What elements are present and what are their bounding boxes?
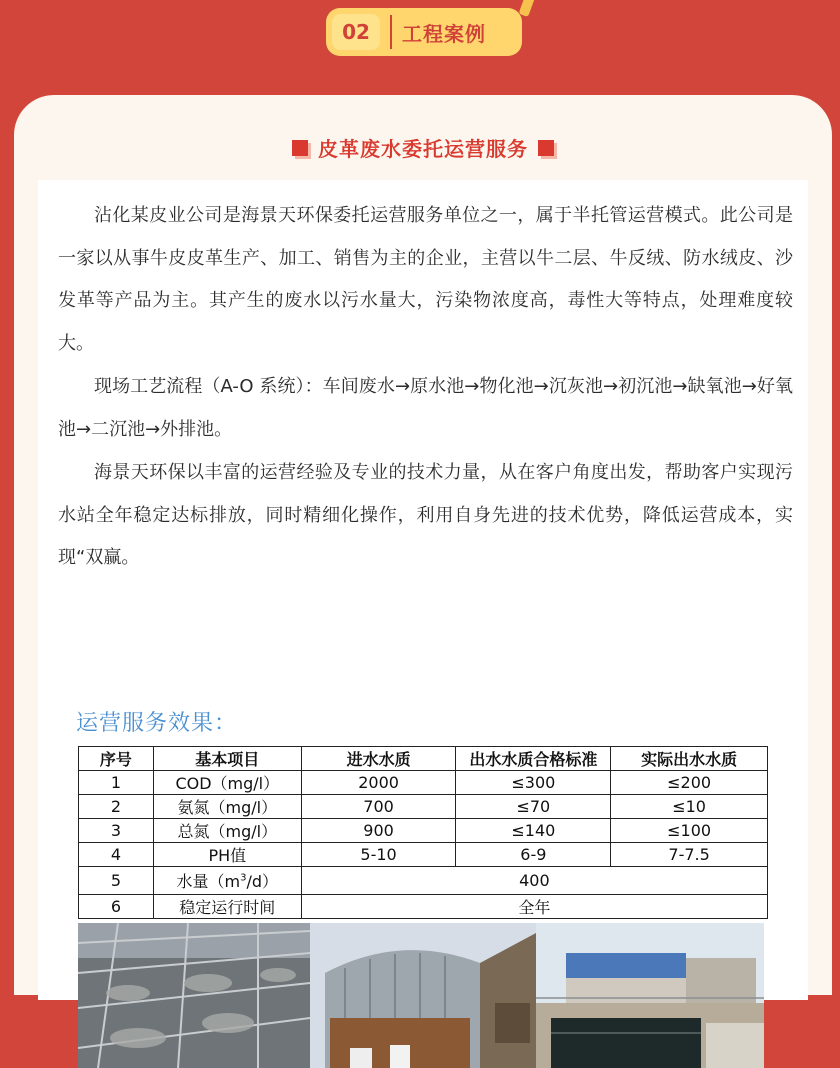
table-cell: PH值	[153, 843, 301, 867]
table-cell: 700	[301, 795, 456, 819]
effect-heading: 运营服务效果：	[76, 711, 238, 736]
table-cell: ≤70	[456, 795, 611, 819]
photo-aeration-tank	[78, 923, 310, 1068]
article-body	[38, 180, 808, 1000]
photo-settling-pond	[536, 923, 764, 1068]
table-cell-merged: 全年	[301, 895, 767, 919]
square-bullet-icon	[538, 140, 554, 156]
content-card	[14, 95, 832, 995]
site-photos	[78, 923, 764, 1068]
table-cell: ≤200	[611, 771, 768, 795]
case-title: 皮革废水委托运营服务	[318, 137, 528, 161]
table-cell: 5	[79, 867, 154, 895]
case-title-row	[14, 133, 832, 162]
table-header: 序号	[79, 747, 154, 771]
photo-shed	[310, 923, 536, 1068]
section-tab-body	[326, 8, 522, 56]
table-cell-merged: 400	[301, 867, 767, 895]
tab-divider	[390, 15, 392, 49]
table-cell: 6	[79, 895, 154, 919]
table-header-row	[79, 747, 768, 771]
table-header: 实际出水水质	[611, 747, 768, 771]
table-cell: ≤140	[456, 819, 611, 843]
table-cell: 5-10	[301, 843, 456, 867]
cell-text: 水量（m	[176, 872, 241, 891]
table-cell: 2	[79, 795, 154, 819]
table-cell: 稳定运行时间	[153, 895, 301, 919]
table-cell: 2000	[301, 771, 456, 795]
table-header: 基本项目	[153, 747, 301, 771]
table-cell: 氨氮（mg/l）	[153, 795, 301, 819]
table-row	[79, 895, 768, 919]
table-cell: ≤100	[611, 819, 768, 843]
table-cell: ≤10	[611, 795, 768, 819]
table-cell: 6-9	[456, 843, 611, 867]
table-cell: 900	[301, 819, 456, 843]
table-cell: 1	[79, 771, 154, 795]
superscript: 3	[240, 872, 247, 884]
square-bullet-icon	[292, 140, 308, 156]
section-label: 工程案例	[402, 21, 486, 46]
table-cell: 4	[79, 843, 154, 867]
table-cell: 总氮（mg/l）	[153, 819, 301, 843]
table-cell-water-volume	[153, 867, 301, 895]
paragraph-process: 现场工艺流程（A-O 系统）：车间废水→原水池→物化池→沉灰池→初沉池→缺氧池→好氧池→二沉池→外排池。	[58, 376, 793, 440]
table-row	[79, 867, 768, 895]
section-number: 02	[332, 14, 380, 50]
paragraph-advantage: 海景天环保以丰富的运营经验及专业的技术力量，从在客户角度出发，帮助客户实现污水站全年稳定达标排放，同时精细化操作，利用自身先进的技术优势，降低运营成本，实现“双赢。	[58, 462, 793, 568]
table-row	[79, 795, 768, 819]
section-tab	[318, 0, 532, 60]
table-cell: 3	[79, 819, 154, 843]
table-header: 出水水质合格标准	[456, 747, 611, 771]
tab-pin-decoration	[519, 0, 536, 17]
table-row	[79, 771, 768, 795]
cell-text: /d）	[246, 872, 279, 891]
table-header: 进水水质	[301, 747, 456, 771]
paragraph-intro: 沾化某皮业公司是海景天环保委托运营服务单位之一，属于半托管运营模式。此公司是一家以从事牛皮皮革生产、加工、销售为主的企业，主营以牛二层、牛反绒、防水绒皮、沙发革等产品为主。其产生的废水以污水量大，污染物浓度高，毒性大等特点，处理难度较大。	[58, 205, 793, 354]
table-row	[79, 819, 768, 843]
table-cell: ≤300	[456, 771, 611, 795]
effect-table	[78, 746, 768, 919]
table-cell: COD（mg/l）	[153, 771, 301, 795]
table-row	[79, 843, 768, 867]
table-cell: 7-7.5	[611, 843, 768, 867]
